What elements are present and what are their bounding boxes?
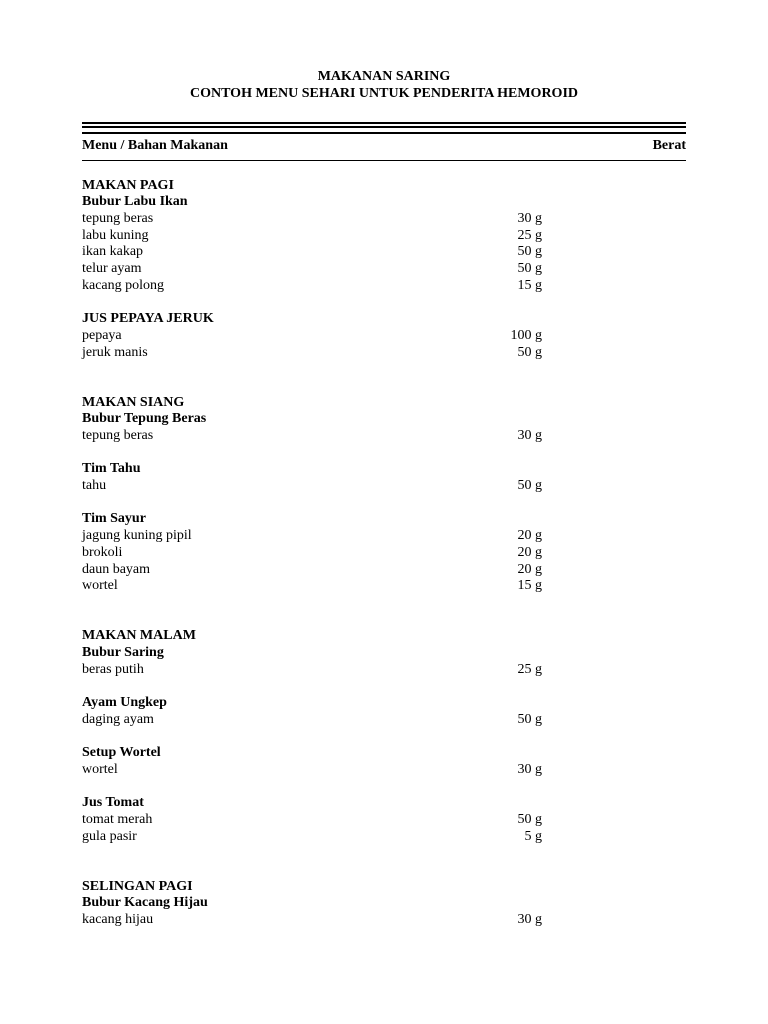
ingredient-weight: 30 g [517,211,542,227]
group-spacer [82,445,686,462]
dish-name: Bubur Labu Ikan [82,194,188,210]
ingredient-name: beras putih [82,661,144,677]
ingredient-row [82,278,686,295]
group-spacer [82,728,686,745]
ingredient-row [82,812,686,829]
ingredient-name: tahu [82,478,107,494]
ingredient-name: tepung beras [82,211,154,227]
document-title: MAKANAN SARING [317,69,451,84]
ingredient-weight: 50 g [517,244,542,260]
ingredient-name: ikan kakap [82,244,144,260]
ingredient-row [82,428,686,445]
header-weight-label: Berat [652,138,686,153]
ingredient-row [82,244,686,261]
ingredient-weight: 50 g [517,811,542,827]
dish-name: JUS PEPAYA JERUK [82,311,214,327]
ingredient-weight: 25 g [517,227,542,243]
section-heading: SELINGAN PAGI [82,878,193,894]
ingredient-weight: 50 g [517,711,542,727]
ingredient-name: pepaya [82,327,122,343]
ingredient-row [82,328,686,345]
section-spacer [82,361,686,394]
ingredient-name: tomat merah [82,811,153,827]
section-heading: MAKAN SIANG [82,394,185,410]
dish-name: Jus Tomat [82,795,144,811]
ingredient-weight: 20 g [517,561,542,577]
header-menu-label: Menu / Bahan Makanan [82,138,228,153]
section-spacer [82,845,686,878]
ingredient-weight: 30 g [517,428,542,444]
ingredient-row [82,712,686,729]
ingredient-weight: 15 g [517,578,542,594]
ingredient-weight: 30 g [517,911,542,927]
ingredient-weight: 5 g [524,828,542,844]
ingredient-row [82,662,686,679]
document-subtitle: CONTOH MENU SEHARI UNTUK PENDERITA HEMOROID [189,86,579,101]
ingredient-name: telur ayam [82,261,142,277]
dish-name: Bubur Tepung Beras [82,411,207,427]
dish-name: Bubur Saring [82,644,164,660]
ingredient-weight: 20 g [517,544,542,560]
ingredient-name: tepung beras [82,428,154,444]
ingredient-name: kacang polong [82,277,165,293]
ingredient-weight: 100 g [510,327,542,343]
ingredient-row [82,829,686,846]
section-heading: MAKAN MALAM [82,628,196,644]
ingredient-name: labu kuning [82,227,149,243]
ingredient-row [82,261,686,278]
ingredient-row [82,345,686,362]
ingredient-name: gula pasir [82,828,137,844]
group-spacer [82,295,686,312]
double-rule [82,122,686,134]
ingredient-row [82,528,686,545]
ingredient-row [82,478,686,495]
dish-name: Setup Wortel [82,745,161,761]
group-spacer [82,495,686,512]
ingredient-row [82,211,686,228]
ingredient-row [82,545,686,562]
ingredient-name: wortel [82,578,118,594]
ingredient-weight: 50 g [517,478,542,494]
dish-name: Ayam Ungkep [82,695,167,711]
dish-name: Tim Sayur [82,511,146,527]
ingredient-row [82,762,686,779]
table-header [82,138,686,155]
ingredient-name: jagung kuning pipil [82,528,192,544]
ingredient-row [82,562,686,579]
dish-name: Bubur Kacang Hijau [82,895,208,911]
ingredient-weight: 20 g [517,528,542,544]
section-spacer [82,595,686,628]
group-spacer [82,778,686,795]
spacer [82,161,686,178]
ingredient-weight: 30 g [517,761,542,777]
group-spacer [82,678,686,695]
ingredient-name: daging ayam [82,711,154,727]
ingredient-weight: 50 g [517,344,542,360]
ingredient-name: jeruk manis [82,344,148,360]
ingredient-name: wortel [82,761,118,777]
ingredient-weight: 15 g [517,277,542,293]
ingredient-name: brokoli [82,544,123,560]
ingredient-name: daun bayam [82,561,151,577]
ingredient-name: kacang hijau [82,911,154,927]
section-heading: MAKAN PAGI [82,177,174,193]
ingredient-row [82,228,686,245]
ingredient-weight: 25 g [517,661,542,677]
ingredient-row [82,912,686,929]
menu-body [82,161,686,929]
document-page [82,68,686,929]
ingredient-row [82,578,686,595]
dish-name: Tim Tahu [82,461,141,477]
ingredient-weight: 50 g [517,261,542,277]
